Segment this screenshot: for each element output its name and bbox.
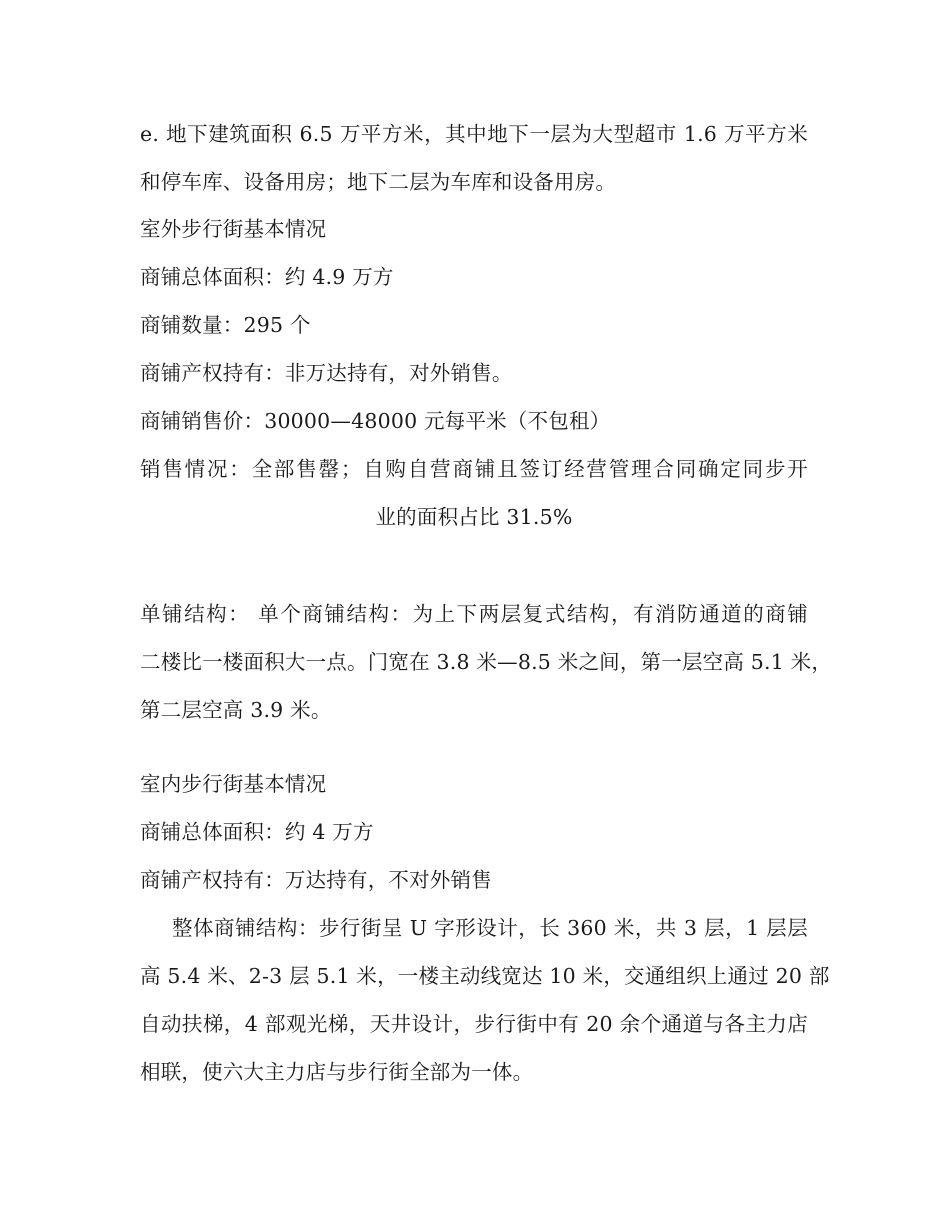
outdoor-shop-count: 商铺数量：295 个 (140, 313, 311, 337)
indoor-total-area: 商铺总体面积：约 4 万方 (140, 820, 374, 844)
section-heading-indoor-street: 室内步行街基本情况 (140, 772, 327, 796)
indoor-structure-line-3: 自动扶梯，4 部观光梯，天井设计，步行街中有 20 余个通道与各主力店 (140, 1012, 808, 1036)
indoor-structure-line-2: 高 5.4 米、2-3 层 5.1 米，一楼主动线宽达 10 米，交通组织上通过 20 部 (140, 964, 830, 988)
paragraph-underground-line-2: 和停车库、设备用房；地下二层为车库和设备用房。 (140, 170, 617, 194)
shop-structure-line-1: 单铺结构： 单个商铺结构：为上下两层复式结构，有消防通道的商铺 (140, 602, 808, 626)
paragraph-underground-line-1: e. 地下建筑面积 6.5 万平方米，其中地下一层为大型超市 1.6 万平方米 (140, 122, 808, 146)
outdoor-sales-status-line-1: 销售情况：全部售罄；自购自营商铺且签订经营管理合同确定同步开 (140, 457, 808, 481)
outdoor-sales-status-line-2: 业的面积占比 31.5% (375, 505, 573, 529)
outdoor-sale-price: 商铺销售价：30000—48000 元每平米（不包租） (140, 409, 611, 433)
indoor-ownership: 商铺产权持有：万达持有，不对外销售 (140, 868, 492, 892)
outdoor-total-area: 商铺总体面积：约 4.9 万方 (140, 265, 394, 289)
section-heading-outdoor-street: 室外步行街基本情况 (140, 217, 327, 241)
outdoor-ownership: 商铺产权持有：非万达持有，对外销售。 (140, 361, 513, 385)
indoor-structure-line-1: 整体商铺结构：步行街呈 U 字形设计，长 360 米，共 3 层，1 层层 (172, 916, 808, 940)
indoor-structure-line-4: 相联，使六大主力店与步行街全部为一体。 (140, 1060, 534, 1084)
shop-structure-line-2: 二楼比一楼面积大一点。门宽在 3.8 米—8.5 米之间，第一层空高 5.1 米， (140, 650, 833, 674)
shop-structure-line-3: 第二层空高 3.9 米。 (140, 698, 332, 722)
